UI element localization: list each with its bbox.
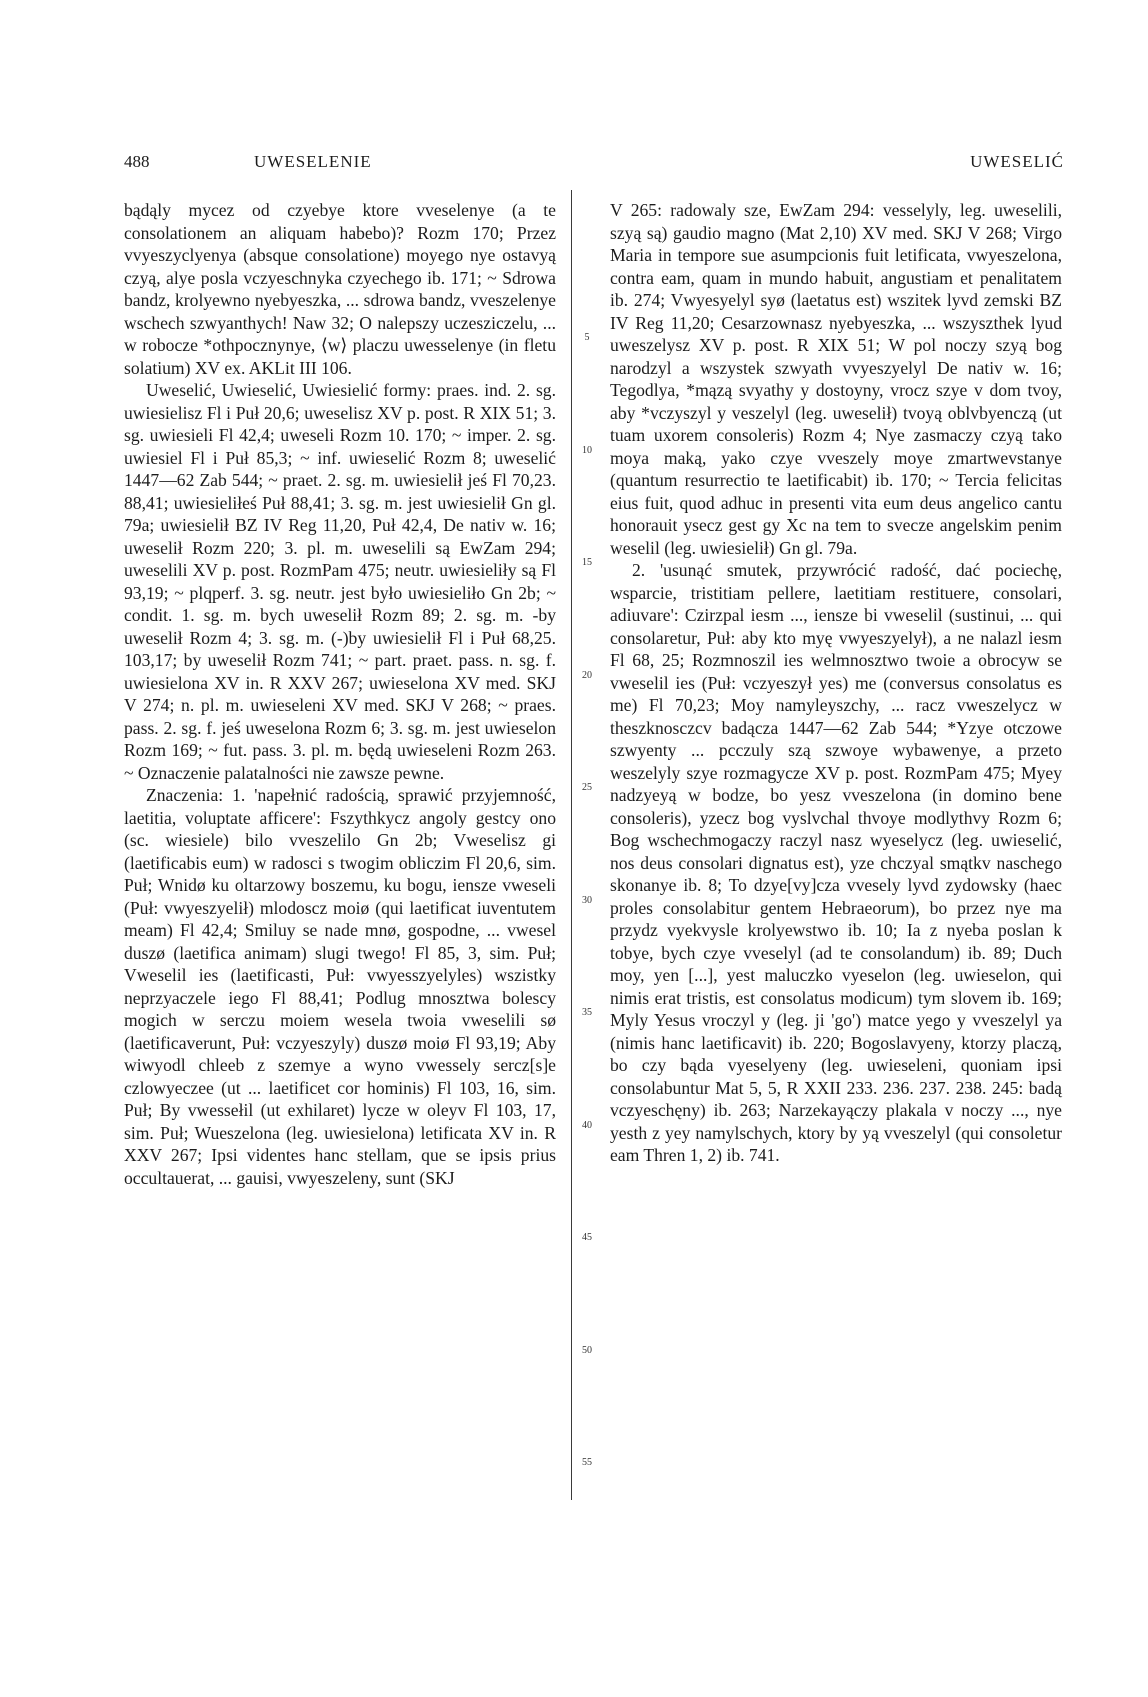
line-number: 40	[582, 1120, 592, 1131]
entry-meaning-2: 2. 'usunąć smutek, przywrócić radość, dać pociechę, wsparcie, tristitiam pellere, laetitiam restituere, consolari, adiuvare': Czirzpal iesm ..., iensze bi vweselil (sustinui, ... qui consolaretur, Puł: aby kto myę vwyeszyelył), a ne nalazl iesm Fl 68, 25; Rozmnoszil ies welmnosztwo twoie a obrocyw se vweselil ies (Puł: vczyeszył yes) me (conversus consolatus es me) Fl 70,23; Moy namyleyszchy, ... racz vweszelycz w theszknosczcv badącza 1447—62 Zab 544; *Yzye otczowe szwyenty ... pcczuly szą szwoye wybawenye, a przeto weszelyly szye rozmagycze XV p. post. RozmPam 475; Myey nadzyeyą w bodze, bo yesz vveszelona (in domino bene consoleris), yzecz bog vyslvchal thvoye modlythvy Rozm 6; Bog wschechmogaczy raczyl nasz wyeselycz (leg. uwieselić, nos deus consolari dignatus est), yze chczyal smątkv naschego skonanye ib. 8; To dzye[vy]cza vvesely lyvd zydowsky (haec proles consolabitur gentem Hebraeorum), bo przez nye ma przydz vyekvysle krolyewstwo ib. 10; Ia z nyeba poslan k tobye, bych czye vveselyl (ad te consolandum) ib. 89; Duch moy, yen [...], yest maluczko vyeselon (leg. uwieselon, qui nimis erat tristis, est consolatus modicum) tym slovem ib. 169; Myly Yesus vroczyl y (leg. ji 'go') matce yego y vveszelyl ya (nimis hanc laetificavit) ib. 220; Bogoslavyeny, ktorzy placzą, bo czy bąda vyeselyeny (leg. uwieseleni, quoniam ipsi consolabuntur Mat 5, 5, R XXII 233. 236. 237. 238. 245: badą vczyeschęny) ib. 263; Narzekayączy plakala v noczy ..., nye yesth z yey namylschych, ktory by yą vveszelyl (qui consoletur eam Thren 1, 2) ib. 741.	[610, 560, 1062, 1165]
line-number: 45	[582, 1232, 592, 1243]
entry-continuation: bądąly mycez od czyebye ktore vveselenye (a te consolationem an aliquam habebo)? Rozm 170; Przez vvyeszyclyenya (absque consolatione) moyego nye ostavyą czyą, alye posla vczyeschnyka czyechego ib. 171; ~ Sdrowa bandz, krolyewno nyebyeszka, ... sdrowa bandz, vveszelenye wschech szwyanthych! Naw 32; O nalepszy uczesziczelu, ... w robocze *othpocznynye, ⟨w⟩ placzu uwesselenye (in fletu solatium) XV ex. AKLit III 106.	[124, 200, 556, 378]
running-header	[124, 152, 1064, 178]
entry-forms: Uweselić, Uwieselić, Uwiesielić formy: praes. ind. 2. sg. uwiesielisz Fl i Puł 20,6; uweselisz XV p. post. R XIX 51; 3. sg. uwiesieli Fl 42,4; uweseli Rozm 10. 170; ~ imper. 2. sg. uwiesiel Fl i Puł 85,3; ~ inf. uwieselić Rozm 8; uweselić 1447—62 Zab 544; ~ praet. 2. sg. m. uwiesielił jeś Fl 70,23. 88,41; uwiesieliłeś Puł 88,41; 3. sg. m. jest uwiesielił Gn gl. 79a; uwiesielił BZ IV Reg 11,20, Puł 42,4, De nativ w. 16; uweselił Rozm 220; 3. pl. m. uweselili są EwZam 294; uweselili XV p. post. RozmPam 475; neutr. uwiesieliły są Fl 93,19; ~ plqperf. 3. sg. neutr. jest było uwiesieliło Gn 2b; ~ condit. 1. sg. m. bych uweselił Rozm 89; 2. sg. m. -by uweselił Rozm 4; 3. sg. m. (-)by uwiesielił Fl i Puł 68,25. 103,17; by uweselił Rozm 741; ~ part. praet. pass. n. sg. f. uwiesielona XV in. R XXV 267; uwieselona XV med. SKJ V 274; n. pl. m. uwieseleni XV med. SKJ V 268; ~ praes. pass. 2. sg. f. jeś uweselona Rozm 6; 3. sg. m. jest uwieselon Rozm 169; ~ fut. pass. 3. pl. m. będą uwieseleni Rozm 263. ~ Oznaczenie palatalności nie zawsze pewne.	[124, 380, 556, 783]
line-number: 35	[582, 1007, 592, 1018]
line-number: 30	[582, 895, 592, 906]
entry-meanings: Znaczenia: 1. 'napełnić radością, sprawić przyjemność, laetitia, voluptate afficere': Fszythkycz angoly gestcy ono (sc. wiesiele) bilo vveszelilo Gn 2b; Vweselisz gi (laetificabis eum) w radosci s twogim obliczim Fl 20,6, sim. Puł; Wnidø ku oltarzowy boszemu, ku bogu, iensze vweseli (Puł: vwyeszyelił) mlodoscz moiø (qui laetificat iuventutem meam) Fl 42,4; Smiluy se nade mnø, gospodne, ... vwesel duszø (laetifica animam) slugi twego! Fl 85, 3, sim. Puł; Vweselil ies (laetificasti, Puł: vwyesszyelyles) wszistky neprzyaczele iego Fl 88,41; Podlug mnosztwa bolescy mogich w serczu moiem wesela twoia vweselili sø (laetificaverunt, Puł: vczyeszyly) duszø moiø Fl 93,19; Aby wiwyodl chleeb z szemye a wyno vwessely sercz[s]e czlowyeczee (ut ... laetificet cor hominis) Fl 103, 16, sim. Puł; By vwessełil (ut exhilaret) lycze w oleyv Fl 103, 17, sim. Puł; Wueszelona (leg. uwiesielona) letificata XV in. R XXV 267; Ipsi videntes hanc stellam, que se ipsis prius occultauerat, ... gauisi, vwyeszeleny, sunt (SKJ	[124, 785, 556, 1188]
right-column	[610, 199, 1062, 1167]
column-divider	[571, 190, 572, 1500]
left-running-head: UWESELENIE	[254, 152, 372, 171]
line-number: 20	[582, 670, 592, 681]
line-number: 25	[582, 782, 592, 793]
line-number: 50	[582, 1345, 592, 1356]
line-number: 5	[584, 332, 590, 343]
line-number: 10	[582, 445, 592, 456]
entry-meaning-1-continuation: V 265: radowaly sze, EwZam 294: vesselyly, leg. uweselili, szyą są) gaudio magno (Mat 2,10) XV med. SKJ V 268; Virgo Maria in tempore sue asumpcionis fuit letificata, vwyeszelona, contra eam, quam in mundo habuit, angustiam et penalitatem ib. 274; Vwyesyelyl syø (laetatus est) wszitek lyvd zemski BZ IV Reg 11,20; Cesarzownasz nyebyeszka, ... wszyszthek lyud uweszelysz XV p. post. R XIX 51; W pol noczy szyą bog narodzyl a wszystek szwyath vvyeszyelyl De nativ w. 16; Tegodlya, *mązą svyathy y dostoyny, vrocz szye v dom tvoy, aby *vczyszyl y veszelyl (leg. uweselił) tvoyą oblvbyenczą (ut tuam uxorem consoleris) Rozm 4; Nye zasmaczy czyą tako moya maką, yako czye vveszely moye zmartwevstanye (quantum resurrectio te laetificabit) ib. 170; ~ Tercia felicitas eius fuit, quod adhuc in presenti vita eum deus angelico cantu honorauit ysecz gest gy Xc na tem to svecze angelskim penim weselil (leg. uwiesielił) Gn gl. 79a.	[610, 200, 1062, 558]
right-running-head: UWESELIĆ	[970, 152, 1064, 171]
page-number: 488	[124, 152, 150, 171]
line-number: 15	[582, 557, 592, 568]
line-number: 55	[582, 1457, 592, 1468]
left-column	[124, 199, 556, 1189]
